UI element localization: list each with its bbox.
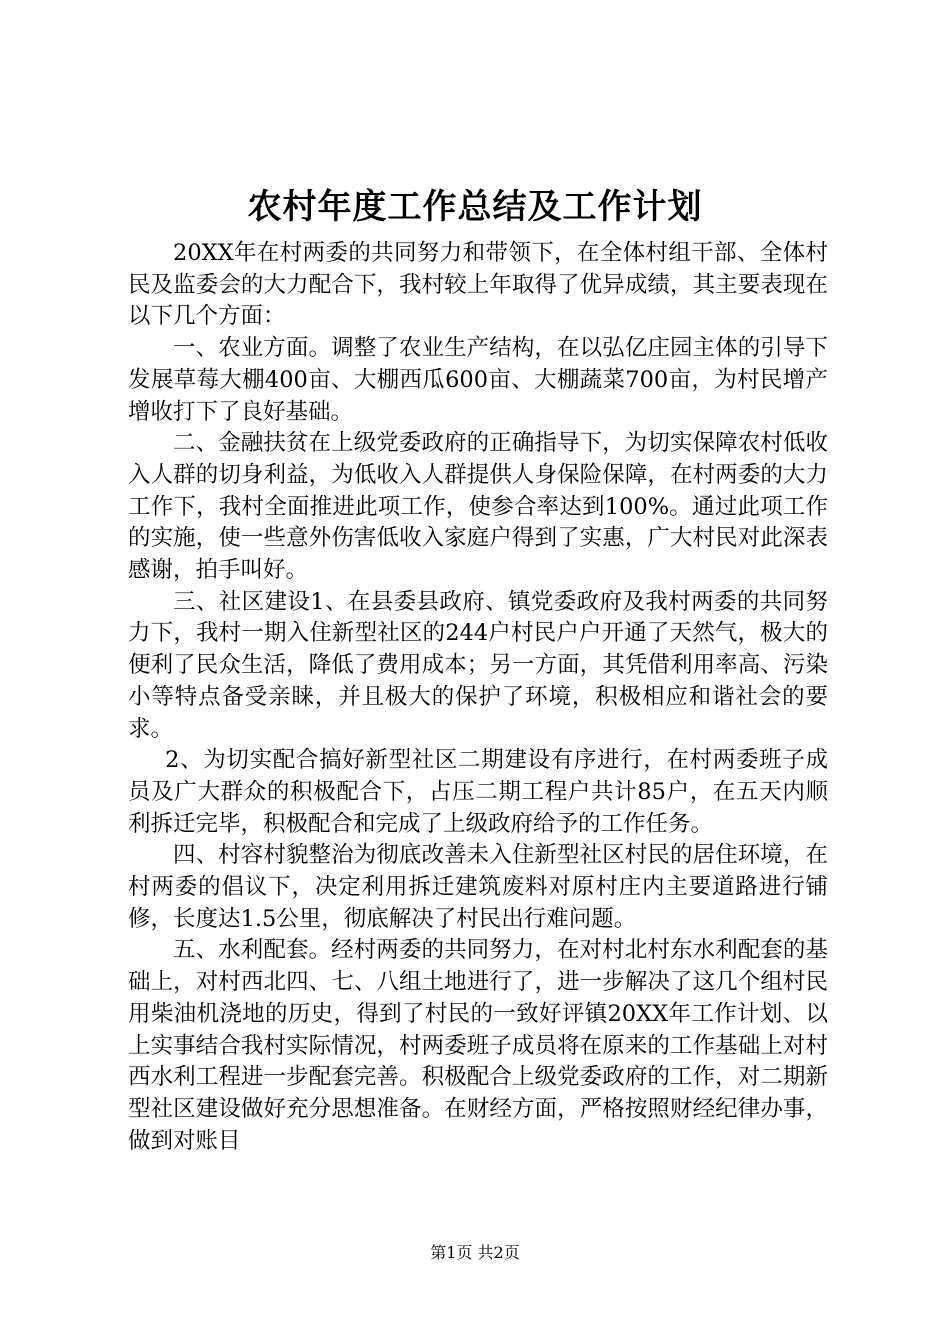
paragraph-village-appearance: 四、村容村貌整治为彻底改善未入住新型社区村民的居住环境，在村两委的倡议下，决定利用拆迁建筑废料对原村庄内主要道路进行铺修，长度达1.5公里，彻底解决了村民出行难问题。 <box>128 842 828 932</box>
page-number-footer: 第1页 共2页 <box>430 1243 520 1262</box>
document-body <box>128 238 828 1157</box>
paragraph-intro: 20XX年在村两委的共同努力和带领下，在全体村组干部、全体村民及监委会的大力配合下，我村较上年取得了优异成绩，其主要表现在以下几个方面： <box>128 240 828 330</box>
document-title: 农村年度工作总结及工作计划 <box>247 187 703 227</box>
paragraph-agriculture: 一、农业方面。调整了农业生产结构，在以弘亿庄园主体的引导下发展草莓大棚400亩、大棚西瓜600亩、大棚蔬菜700亩，为村民增产增收打下了良好基础。 <box>128 335 828 425</box>
paragraph-community-phase-two: 2、为切实配合搞好新型社区二期建设有序进行，在村两委班子成员及广大群众的积极配合下，占压二期工程户共计85户，在五天内顺利拆迁完毕，积极配合和完成了上级政府给予的工作任务。 <box>128 747 828 837</box>
paragraph-finance: 二、金融扶贫在上级党委政府的正确指导下，为切实保障农村低收入人群的切身利益，为低收入人群提供人身保险保障，在村两委的大力工作下，我村全面推进此项工作，使参合率达到100%。通过此项工作的实施，使一些意外伤害低收入家庭户得到了实惠，广大村民对此深表感谢，拍手叫好。 <box>128 430 828 584</box>
paragraph-water-conservancy: 五、水利配套。经村两委的共同努力，在对村北村东水利配套的基础上，对村西北四、七、八组土地进行了，进一步解决了这几个组村民用柴油机浇地的历史，得到了村民的一致好评镇20XX年工作计划、以上实事结合我村实际情况，村两委班子成员将在原来的工作基础上对村西水利工程进一步配套完善。积极配合上级党委政府的工作，对二期新型社区建设做好充分思想准备。在财经方面，严格按照财经纪律办事，做到对账目 <box>128 937 828 1154</box>
paragraph-community: 三、社区建设1、在县委县政府、镇党委政府及我村两委的共同努力下，我村一期入住新型社区的244户村民户户开通了天然气，极大的便利了民众生活，降低了费用成本；另一方面，其凭借利用率高、污染小等特点备受亲睐，并且极大的保护了环境，积极相应和谐社会的要求。 <box>128 588 828 742</box>
